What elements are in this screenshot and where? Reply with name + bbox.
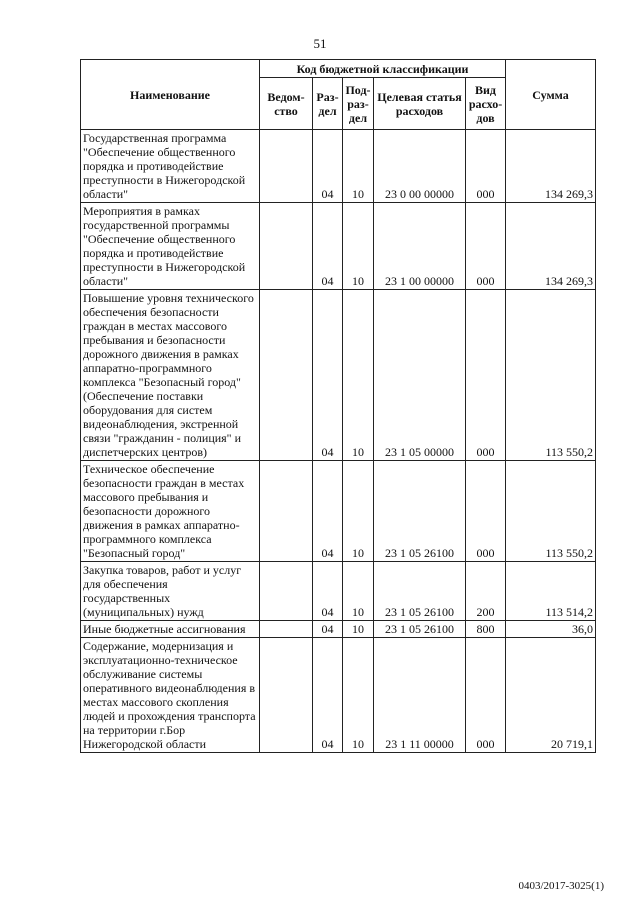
- cell-vedomstvo: [260, 621, 313, 638]
- header-summa: Сумма: [506, 60, 596, 130]
- cell-vid-raskhodov: 000: [466, 130, 506, 203]
- cell-podrazdel: 10: [343, 621, 374, 638]
- cell-podrazdel: 10: [343, 562, 374, 621]
- cell-name: [81, 130, 260, 203]
- document-code: 0403/2017-3025(1): [518, 880, 604, 892]
- cell-name: [81, 290, 260, 461]
- row-name-text: Закупка товаров, работ и услуг для обеспечения государственных (муниципальных) нужд: [83, 563, 242, 619]
- cell-tselevaya-statya: 23 1 05 26100: [374, 461, 466, 562]
- table-row: [81, 203, 596, 290]
- row-name-text: Техническое обеспечение безопасности граждан в местах массового пребывания и безопасности дорожного движения в рамках аппаратно-программного комплекса "Безопасный город": [83, 462, 245, 560]
- cell-podrazdel: 10: [343, 461, 374, 562]
- cell-vid-raskhodov: 000: [466, 203, 506, 290]
- cell-podrazdel: 10: [343, 638, 374, 753]
- row-name-text: Повышение уровня технического обеспечения безопасности граждан в местах массового пребывания и безопасности дорожного движения в рамках аппаратно-программного комплекса "Безопасный город" (Обеспечение поставки оборудования для систем видеонаблюдения, экстренной связи "гражданин - полиция" и диспетчерских центров): [83, 291, 254, 459]
- cell-vedomstvo: [260, 638, 313, 753]
- cell-name: [81, 638, 260, 753]
- cell-name: [81, 203, 260, 290]
- cell-summa: 134 269,3: [506, 203, 596, 290]
- cell-tselevaya-statya: 23 1 05 00000: [374, 290, 466, 461]
- table-row: [81, 638, 596, 753]
- cell-razdel: 04: [313, 621, 343, 638]
- table-row: [81, 621, 596, 638]
- cell-summa: 113 514,2: [506, 562, 596, 621]
- cell-name: [81, 621, 260, 638]
- header-row-top: [81, 60, 596, 78]
- header-razdel: Раз-дел: [313, 78, 343, 130]
- cell-vedomstvo: [260, 290, 313, 461]
- row-name-text: Мероприятия в рамках государственной программы "Обеспечение общественного порядка и противодействие преступности в Нижегородской области": [83, 204, 246, 288]
- cell-name: [81, 461, 260, 562]
- header-vid-raskhodov: Вид расхо-дов: [466, 78, 506, 130]
- cell-tselevaya-statya: 23 1 05 26100: [374, 562, 466, 621]
- cell-tselevaya-statya: 23 1 11 00000: [374, 638, 466, 753]
- row-name-text: Государственная программа "Обеспечение общественного порядка и противодействие преступности в Нижегородской области": [83, 131, 246, 201]
- cell-vedomstvo: [260, 203, 313, 290]
- cell-vid-raskhodov: 000: [466, 290, 506, 461]
- row-name-text: Иные бюджетные ассигнования: [83, 622, 246, 636]
- table-row: [81, 130, 596, 203]
- header-vedomstvo: Ведом-ство: [260, 78, 313, 130]
- cell-vedomstvo: [260, 562, 313, 621]
- cell-summa: 113 550,2: [506, 290, 596, 461]
- budget-table: [80, 59, 596, 753]
- header-podrazdel: Под-раз-дел: [343, 78, 374, 130]
- cell-razdel: 04: [313, 562, 343, 621]
- row-name-text: Содержание, модернизация и эксплуатационно-техническое обслуживание системы оперативного видеонаблюдения в местах массового скопления людей и прохождения транспорта на территории г.Бор Нижегородской области: [83, 639, 256, 751]
- cell-vid-raskhodov: 200: [466, 562, 506, 621]
- cell-vid-raskhodov: 800: [466, 621, 506, 638]
- cell-summa: 20 719,1: [506, 638, 596, 753]
- cell-razdel: 04: [313, 461, 343, 562]
- header-tselevaya-statya: Целевая статья расходов: [374, 78, 466, 130]
- cell-vedomstvo: [260, 130, 313, 203]
- cell-podrazdel: 10: [343, 130, 374, 203]
- cell-name: [81, 562, 260, 621]
- cell-razdel: 04: [313, 203, 343, 290]
- cell-razdel: 04: [313, 130, 343, 203]
- cell-tselevaya-statya: 23 1 00 00000: [374, 203, 466, 290]
- cell-vid-raskhodov: 000: [466, 461, 506, 562]
- cell-podrazdel: 10: [343, 290, 374, 461]
- cell-tselevaya-statya: 23 0 00 00000: [374, 130, 466, 203]
- cell-razdel: 04: [313, 290, 343, 461]
- page-number: 51: [313, 36, 327, 51]
- table-row: [81, 290, 596, 461]
- header-classification-group: Код бюджетной классификации: [260, 60, 506, 78]
- cell-vid-raskhodov: 000: [466, 638, 506, 753]
- cell-summa: 113 550,2: [506, 461, 596, 562]
- cell-summa: 36,0: [506, 621, 596, 638]
- table-row: [81, 461, 596, 562]
- cell-vedomstvo: [260, 461, 313, 562]
- cell-tselevaya-statya: 23 1 05 26100: [374, 621, 466, 638]
- header-name: Наименование: [81, 60, 260, 130]
- cell-razdel: 04: [313, 638, 343, 753]
- cell-podrazdel: 10: [343, 203, 374, 290]
- table-row: [81, 562, 596, 621]
- cell-summa: 134 269,3: [506, 130, 596, 203]
